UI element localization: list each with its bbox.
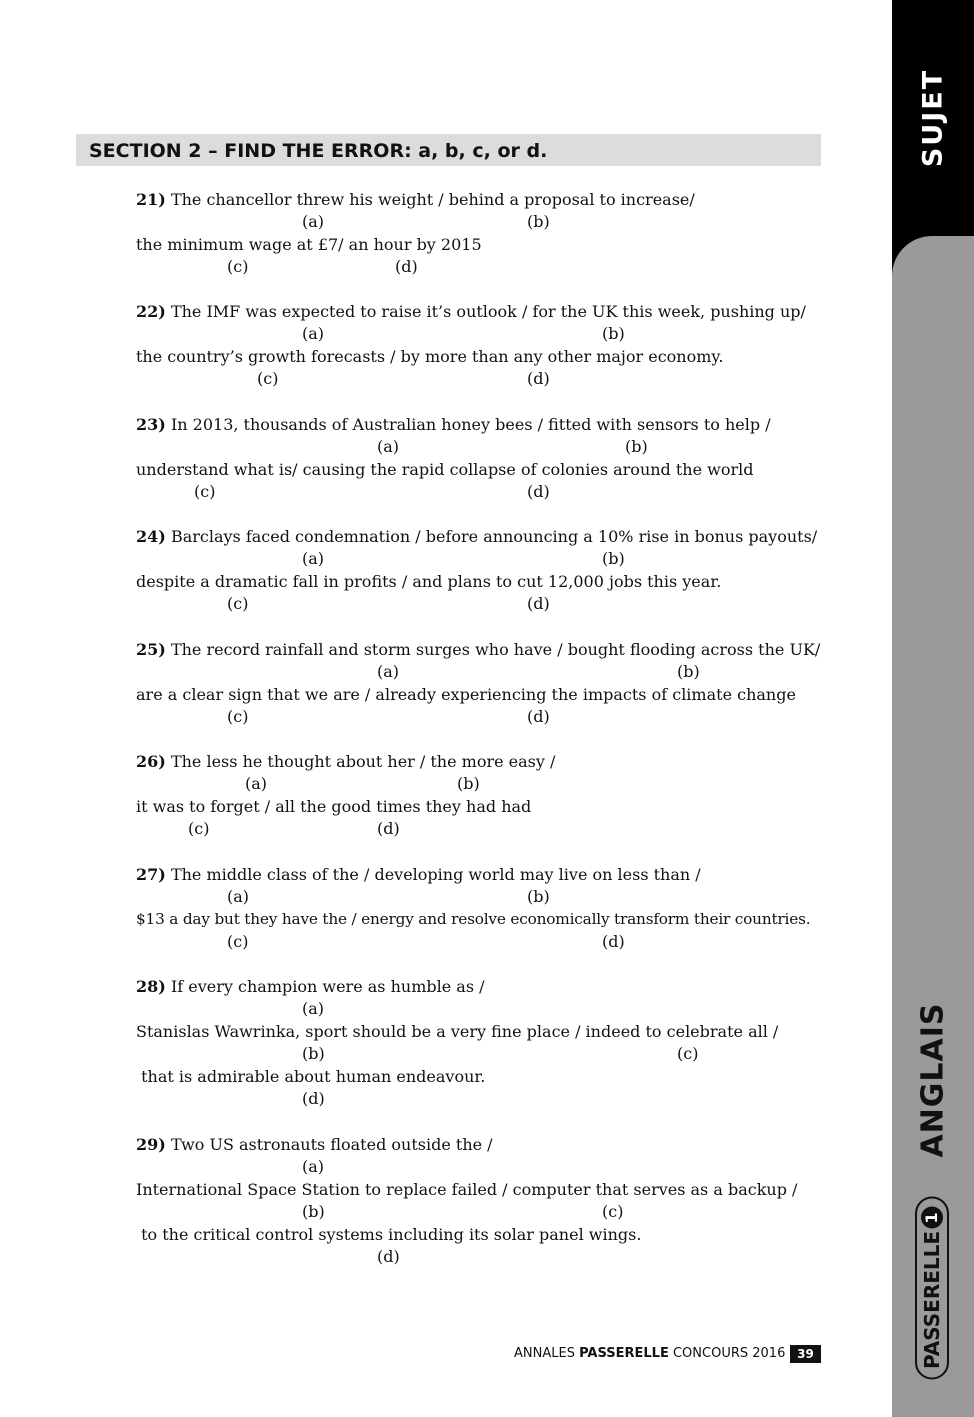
question-line: are a clear sign that we are / already experiencing the impacts of climate change: [136, 685, 796, 704]
question-line: to the critical control systems including its solar panel wings.: [136, 1225, 642, 1244]
question-number: 22): [136, 302, 166, 321]
question-line: it was to forget / all the good times they had had: [136, 797, 532, 816]
question-line: the country’s growth forecasts / by more than any other major economy.: [136, 347, 724, 366]
marker-d: (d): [602, 932, 625, 951]
question-number: 28): [136, 977, 166, 996]
question-number: 24): [136, 527, 166, 546]
marker-c: (c): [227, 707, 249, 726]
page-number: 39: [790, 1345, 821, 1363]
marker-a: (a): [377, 662, 400, 681]
marker-c: (c): [257, 369, 279, 388]
section-header: [76, 134, 821, 166]
marker-d: (d): [377, 819, 400, 838]
marker-a: (a): [227, 887, 250, 906]
question-line: understand what is/ causing the rapid collapse of colonies around the world: [136, 460, 754, 479]
marker-b: (b): [527, 212, 550, 231]
marker-a: (a): [302, 212, 325, 231]
question-number: 25): [136, 640, 166, 659]
question-line: Two US astronauts floated outside the /: [170, 1135, 493, 1154]
marker-d: (d): [527, 482, 550, 501]
marker-c: (c): [602, 1202, 624, 1221]
question-line: Barclays faced condemnation / before announcing a 10% rise in bonus payouts/: [170, 527, 818, 546]
marker-c: (c): [677, 1044, 699, 1063]
question-line: The IMF was expected to raise it’s outlook / for the UK this week, pushing up/: [170, 302, 806, 321]
marker-a: (a): [245, 774, 268, 793]
marker-c: (c): [227, 257, 249, 276]
question-21: [136, 190, 836, 300]
question-25: [136, 640, 836, 750]
sujet-label: SUJET: [917, 68, 949, 168]
marker-d: (d): [527, 594, 550, 613]
question-29: [136, 1135, 836, 1270]
marker-b: (b): [457, 774, 480, 793]
subject-label: ANGLAIS: [915, 1002, 951, 1158]
question-28: [136, 977, 836, 1112]
marker-c: (c): [227, 594, 249, 613]
question-number: 27): [136, 865, 166, 884]
question-line: The middle class of the / developing world may live on less than /: [170, 865, 701, 884]
marker-b: (b): [625, 437, 648, 456]
marker-d: (d): [527, 369, 550, 388]
question-line: Stanislas Wawrinka, sport should be a very fine place / indeed to celebrate all /: [136, 1022, 779, 1041]
question-line: International Space Station to replace failed / computer that serves as a backup /: [136, 1180, 798, 1199]
question-line: the minimum wage at £7/ an hour by 2015: [136, 235, 482, 254]
question-22: [136, 302, 836, 412]
marker-d: (d): [377, 1247, 400, 1266]
question-line: that is admirable about human endeavour.: [136, 1067, 486, 1086]
marker-d: (d): [527, 707, 550, 726]
marker-a: (a): [302, 324, 325, 343]
question-26: [136, 752, 836, 862]
marker-b: (b): [602, 324, 625, 343]
page-footer: ANNALES PASSERELLE CONCOURS 2016: [514, 1346, 786, 1361]
marker-b: (b): [527, 887, 550, 906]
question-line: despite a dramatic fall in profits / and plans to cut 12,000 jobs this year.: [136, 572, 722, 591]
question-27: [136, 865, 836, 975]
question-23: [136, 415, 836, 525]
passerelle-logo: PASSERELLE 1: [912, 1195, 952, 1380]
question-line: The chancellor threw his weight / behind a proposal to increase/: [170, 190, 695, 209]
question-number: 29): [136, 1135, 166, 1154]
question-number: 21): [136, 190, 166, 209]
marker-c: (c): [227, 932, 249, 951]
question-number: 23): [136, 415, 166, 434]
question-line: In 2013, thousands of Australian honey bees / fitted with sensors to help /: [170, 415, 771, 434]
marker-b: (b): [302, 1202, 325, 1221]
marker-b: (b): [677, 662, 700, 681]
question-number: 26): [136, 752, 166, 771]
question-line: If every champion were as humble as /: [170, 977, 485, 996]
question-line: $13 a day but they have the / energy and resolve economically transform their countries.: [136, 910, 811, 928]
side-tab-curve: [892, 236, 974, 276]
marker-b: (b): [602, 549, 625, 568]
question-24: [136, 527, 836, 637]
question-line: The less he thought about her / the more easy /: [170, 752, 556, 771]
section-title: SECTION 2 – FIND THE ERROR: a, b, c, or d.: [89, 140, 548, 162]
marker-d: (d): [302, 1089, 325, 1108]
question-line: The record rainfall and storm surges who have / bought flooding across the UK/: [170, 640, 821, 659]
marker-a: (a): [377, 437, 400, 456]
marker-a: (a): [302, 1157, 325, 1176]
marker-a: (a): [302, 999, 325, 1018]
marker-c: (c): [194, 482, 216, 501]
marker-c: (c): [188, 819, 210, 838]
marker-a: (a): [302, 549, 325, 568]
marker-b: (b): [302, 1044, 325, 1063]
marker-d: (d): [395, 257, 418, 276]
